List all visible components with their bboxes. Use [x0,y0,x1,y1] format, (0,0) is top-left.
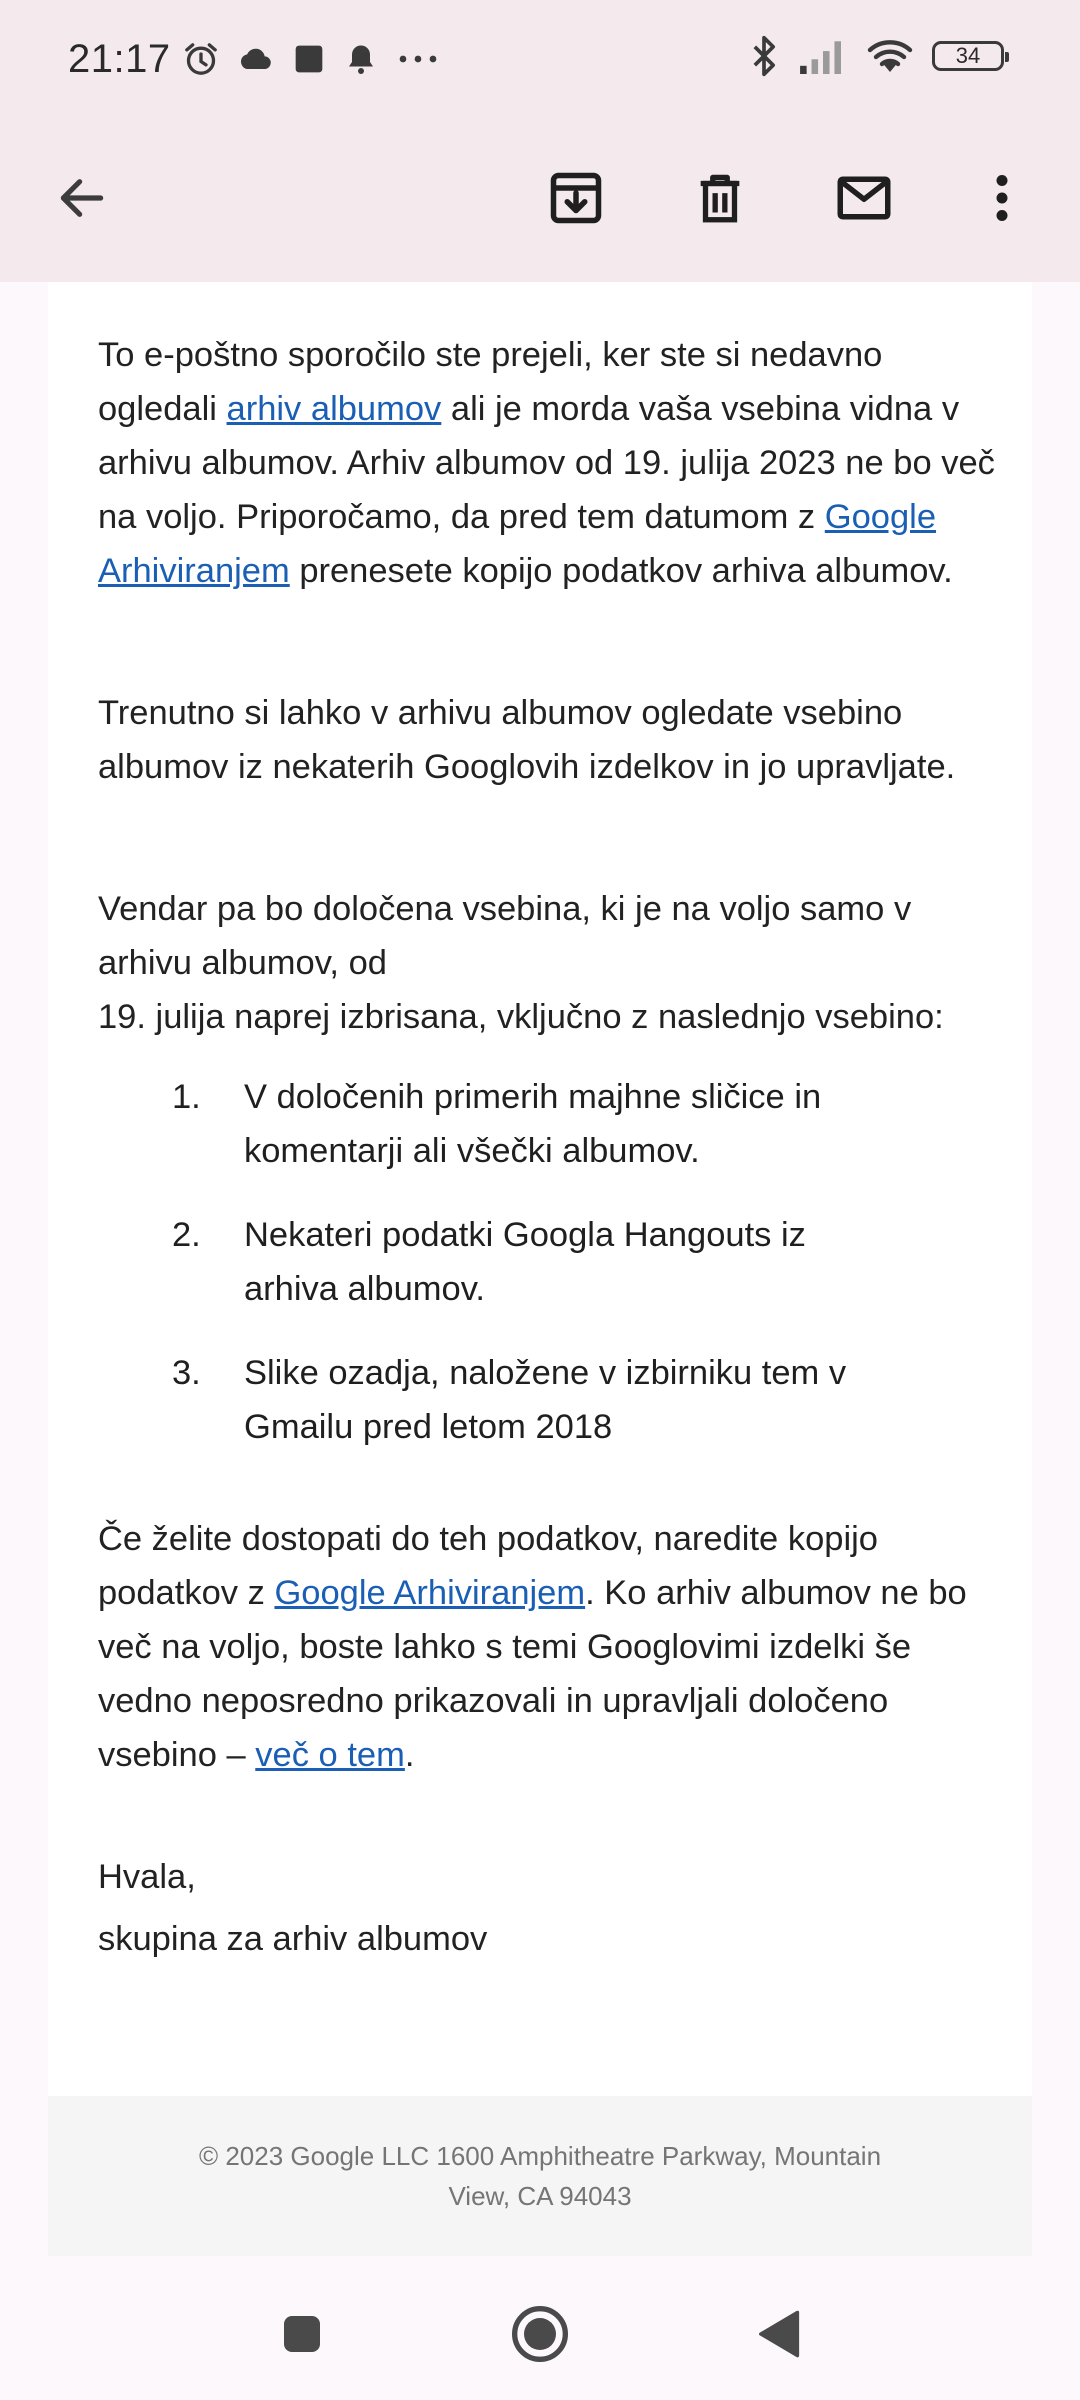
alarm-icon [181,39,221,79]
delete-button[interactable] [678,158,762,242]
delete-icon [691,168,749,233]
system-nav-bar [0,2256,1080,2400]
more-vert-icon [982,168,1022,233]
archive-button[interactable] [534,158,618,242]
album-archive-link[interactable]: arhiv albumov [226,390,442,428]
email-body [48,282,1032,2096]
cloud-icon [235,39,275,79]
list-text: Nekateri podatki Googla Hangouts iz arhiva albumov. [244,1216,806,1308]
back-arrow-icon [54,170,110,231]
square-app-icon [289,39,329,79]
paragraph-deletion [98,882,998,1044]
back-button[interactable] [40,158,124,242]
paragraph-text: 19. julija naprej izbrisana, vključno z naslednjo vsebino: [98,998,944,1036]
list-number: 2. [172,1216,201,1254]
paragraph-text: prenesete kopijo podatkov arhiva albumov. [289,552,953,590]
back-triangle-icon [754,2308,802,2365]
paragraph-current: Trenutno si lahko v arhivu albumov ogledate vsebino albumov iz nekaterih Googlovih izdelkov in jo upravljate. [98,694,956,786]
status-left-icons [181,39,443,79]
paragraph-text: . [404,1736,415,1774]
more-dots-icon [393,39,443,79]
paragraph-text: ali je morda vaša vsebina vidna v arhivu albumov. Arhiv albumov od 19. julija 2023 ne bo več na voljo. Priporočamo, da pred tem datumom z [98,390,995,536]
footer-address: © 2023 Google LLC 1600 Amphitheatre Parkway, Mountain View, CA 94043 [198,2141,882,2211]
mark-unread-mail-icon [832,168,896,233]
nav-back-button[interactable] [738,2296,818,2376]
status-time: 21:17 [68,36,171,81]
learn-more-link[interactable]: več o tem [255,1736,405,1774]
paragraph-text: . Ko arhiv albumov ne bo več na voljo, boste lahko s temi Googlovimi izdelki še vedno neposredno prikazovali in upravljali določeno vsebino – [98,1574,967,1774]
more-options-button[interactable] [960,158,1044,242]
recents-button[interactable] [262,2296,342,2376]
mark-unread-button[interactable] [822,158,906,242]
deleted-content-list [98,1070,998,1484]
paragraph-text: Vendar pa bo določena vsebina, ki je na voljo samo v arhivu albumov, od [98,890,912,982]
status-bar [0,0,1080,118]
paragraph-access [98,1512,998,1782]
list-number: 3. [172,1354,201,1392]
status-right-icons [748,34,1004,78]
signature: skupina za arhiv albumov [98,1920,488,1958]
wifi-icon [866,36,914,76]
google-takeout-link-2[interactable]: Google Arhiviranjem [274,1574,586,1612]
list-text: V določenih primerih majhne sličice in komentarji ali všečki albumov. [244,1078,822,1170]
list-text: Slike ozadja, naložene v izbirniku tem v Gmailu pred letom 2018 [244,1354,847,1446]
email-footer [48,2096,1032,2256]
list-item [98,1070,998,1178]
list-item [98,1208,998,1316]
signal-icon [798,38,848,74]
list-item [98,1346,998,1454]
recents-square-icon [278,2310,326,2363]
list-number: 1. [172,1078,201,1116]
archive-icon [546,168,606,233]
bell-icon [343,41,379,77]
closing-thanks: Hvala, [98,1858,196,1896]
paragraph-text: To e-poštno sporočilo ste prejeli, ker ste si nedavno ogledali [98,336,883,428]
home-button[interactable] [500,2296,580,2376]
home-circle-icon [508,2302,572,2371]
battery-indicator: 34 [932,41,1004,71]
paragraph-text: Če želite dostopati do teh podatkov, naredite kopijo podatkov z [98,1520,878,1612]
email-toolbar [0,118,1080,282]
google-takeout-link[interactable]: Google Arhiviranjem [98,498,937,590]
bluetooth-icon [748,34,780,78]
paragraph-intro [98,328,998,598]
